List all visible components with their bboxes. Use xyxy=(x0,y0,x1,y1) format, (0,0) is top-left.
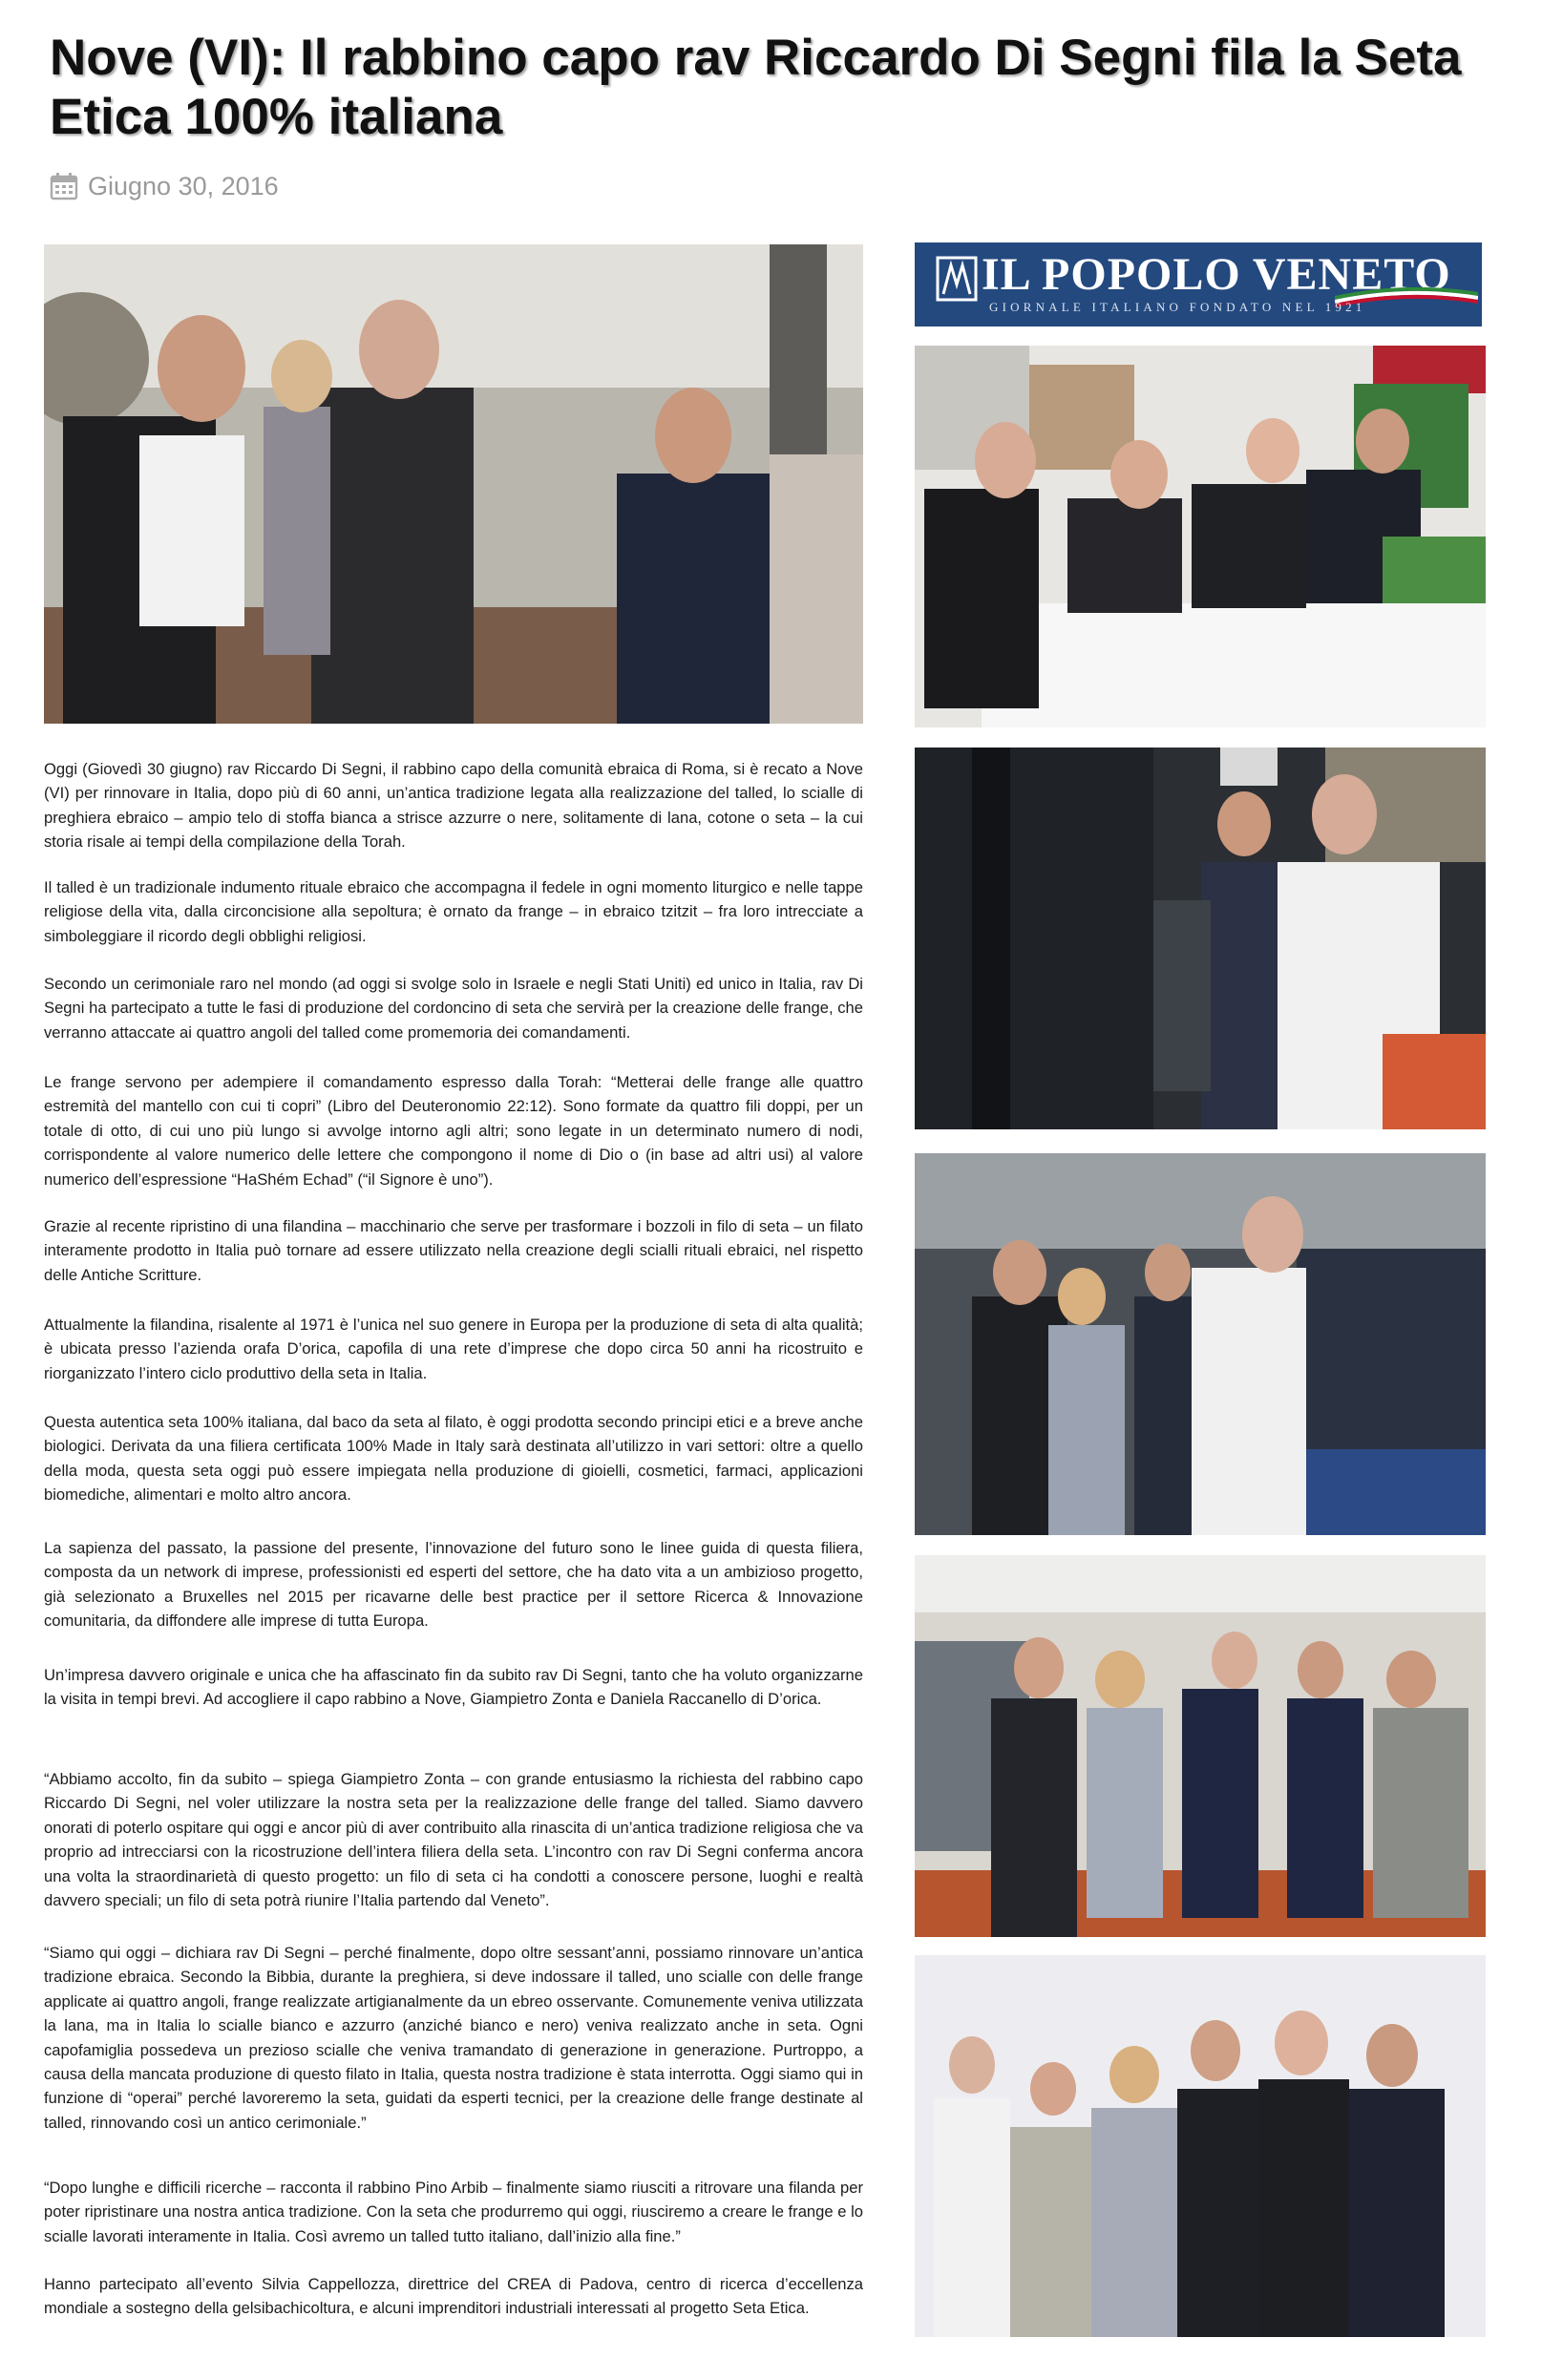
side-photo-conference xyxy=(915,346,1486,727)
post-date xyxy=(50,170,279,202)
paragraph: Hanno partecipato all’evento Silvia Cappellozza, direttrice del CREA di Padova, centro di ricerca d’eccellenza mondiale a sostegno della gelsibachicoltura, e alcuni imprenditori industriali interessati al progetto Seta Etica. xyxy=(44,2275,863,2318)
logo-tagline: GIORNALE ITALIANO FONDATO NEL 1921 xyxy=(989,300,1366,314)
paragraph: Questa autentica seta 100% italiana, dal baco da seta al filato, è oggi prodotta secondo principi etici e a breve anche biologici. Derivata da una filiera certificata 100% Made in Italy sarà destinata all’utilizzo in vari settori: oltre a quello della moda, questa seta oggi può essere impiegata nella produzione di gioielli, cosmetici, farmaci, applicazioni biomediche, alimentari e molto altro ancora. xyxy=(44,1413,863,1505)
article-title: Nove (VI): Il rabbino capo rav Riccardo Di Segni fila la Seta Etica 100% italiana xyxy=(50,30,1462,145)
paragraph: Grazie al recente ripristino di una filandina – macchinario che serve per trasformare i bozzoli in filo di seta – un filato interamente prodotto in Italia può tornare ad essere utilizzato nella creazione degli scialli rituali ebraici, nel rispetto delle Antiche Scritture. xyxy=(44,1217,863,1284)
calendar-icon xyxy=(50,172,78,200)
newspaper-logo xyxy=(915,242,1482,326)
side-photo-lab-group xyxy=(915,1555,1486,1937)
paragraph: Il talled è un tradizionale indumento rituale ebraico che accompagna il fedele in ogni momento liturgico e nelle tappe religiose della vita, dalla circoncisione alla sepoltura; è ornato da frange – in ebraico tzitzit – fra loro intrecciate a simboleggiare il ricordo degli obblighi religiosi. xyxy=(44,878,863,945)
paragraph: “Dopo lunghe e difficili ricerche – racconta il rabbino Pino Arbib – finalmente siamo riusciti a ritrovare una filanda per poter ripristinare una nostra antica tradizione. Con la seta che produrremo qui oggi, riusciremo a creare le frange e lo scialle lavorati interamente in Italia. Così avremo un talled tutto italiano, dall’inizio alla fine.” xyxy=(44,2179,863,2245)
paragraph: “Abbiamo accolto, fin da subito – spiega Giampietro Zonta – con grande entusiasmo la richiesta del rabbino capo Riccardo Di Segni, nel voler utilizzare la nostra seta per la realizzazione delle frange del talled. Siamo davvero onorati di poterlo ospitare qui oggi e ancor più di aver contribuito alla rinascita di un’antica tradizione religiosa che va proprio ad intrecciarsi con la ricostruzione dell’intera filiera della seta. L’incontro con rav Di Segni conferma ancora una volta la straordinarietà di questo progetto: un filo di seta ci ha condotti a conoscere persone, luoghi e realtà davvero speciali; un filo di seta potrà riunire l’Italia partendo dal Veneto”. xyxy=(44,1770,863,1910)
side-photo-group xyxy=(915,1955,1486,2337)
paragraph: La sapienza del passato, la passione del presente, l’innovazione del futuro sono le linee guida di questa filiera, composta da un network di imprese, professionisti ed esperti del settore, che ha dato vita a un ambizioso progetto, già selezionato a Bruxelles nel 2015 per ricavarne delle best practice per il settore Ricerca & Innovazione comunitaria, da diffondere alle imprese di tutta Europa. xyxy=(44,1539,863,1631)
paragraph: Secondo un cerimoniale raro nel mondo (ad oggi si svolge solo in Israele e negli Stati Uniti) ed unico in Italia, rav Di Segni ha partecipato a tutte le fasi di produzione del cordoncino di seta che servirà per la creazione delle frange, che verranno attaccate ai quattro angoli del talled come promemoria dei comandamenti. xyxy=(44,975,863,1042)
logo-emblem-icon xyxy=(936,256,978,302)
logo-name: IL POPOLO VENETO xyxy=(982,249,1451,300)
paragraph: “Siamo qui oggi – dichiara rav Di Segni – perché finalmente, dopo oltre sessant’anni, possiamo rinnovare un’antica tradizione ebraica. Secondo la Bibbia, durante la preghiera, si deve indossare il talled, uno scialle con delle frange applicate ai quattro angoli, frange realizzate artigianalmente da un ebreo osservante. Comunemente veniva utilizzata la lana, ma in Italia lo scialle bianco e azzurro (anziché bianco e nero) veniva realizzato anche in seta. Ogni capofamiglia possedeva un prezioso scialle che veniva tramandato di generazione in generazione. Purtroppo, a causa della mancata produzione di questo filato in Italia, questa nostra tradizione è stata interrotta. Oggi siamo qui in funzione di “operai” perché lavoreremo la seta, guidati da esperti tecnici, per la creazione delle frange destinate al talled, rinnovando così un antico cerimoniale.” xyxy=(44,1944,863,2132)
main-photo xyxy=(44,244,863,724)
side-photo-machine-visit xyxy=(915,1153,1486,1535)
paragraph: Un’impresa davvero originale e unica che ha affascinato fin da subito rav Di Segni, tanto che ha voluto organizzarne la visita in tempi brevi. Ad accogliere il capo rabbino a Nove, Giampietro Zonta e Daniela Raccanello di D’orica. xyxy=(44,1666,863,1709)
paragraph: Le frange servono per adempiere il comandamento espresso dalla Torah: “Metterai delle frange alle quattro estremità del mantello con cui ti copri” (Libro del Deuteronomio 22:12). Sono formate da quattro fili doppi, per un totale di otto, di cui uno più lungo si avvolge intorno agli altri; sono legate in un determinato numero di nodi, corrispondente al valore numerico delle lettere che compongono il nome di Dio o (in base ad altri usi) al valore numerico dell’espressione “HaShém Echad” (“il Signore è uno”). xyxy=(44,1073,863,1189)
paragraph: Attualmente la filandina, risalente al 1971 è l’unica nel suo genere in Europa per la produzione di seta di alta qualità; è ubicata presso l’azienda orafa D’orica, capofila di una rete d’imprese che dopo circa 50 anni ha ricostruito e riorganizzato l’intero ciclo produttivo della seta in Italia. xyxy=(44,1316,863,1382)
post-date-text: Giugno 30, 2016 xyxy=(88,171,279,200)
paragraph: Oggi (Giovedì 30 giugno) rav Riccardo Di Segni, il rabbino capo della comunità ebraica di Roma, si è recato a Nove (VI) per rinnovare in Italia, dopo più di 60 anni, un’antica tradizione legata alla realizzazione del talled, lo scialle di preghiera ebraico – ampio telo di stoffa bianca a strisce azzurre o nere, solitamente di lana, cotone o seta – la cui storia risale ai tempi della compilazione della Torah. xyxy=(44,760,863,852)
side-photo-filandina xyxy=(915,748,1486,1129)
